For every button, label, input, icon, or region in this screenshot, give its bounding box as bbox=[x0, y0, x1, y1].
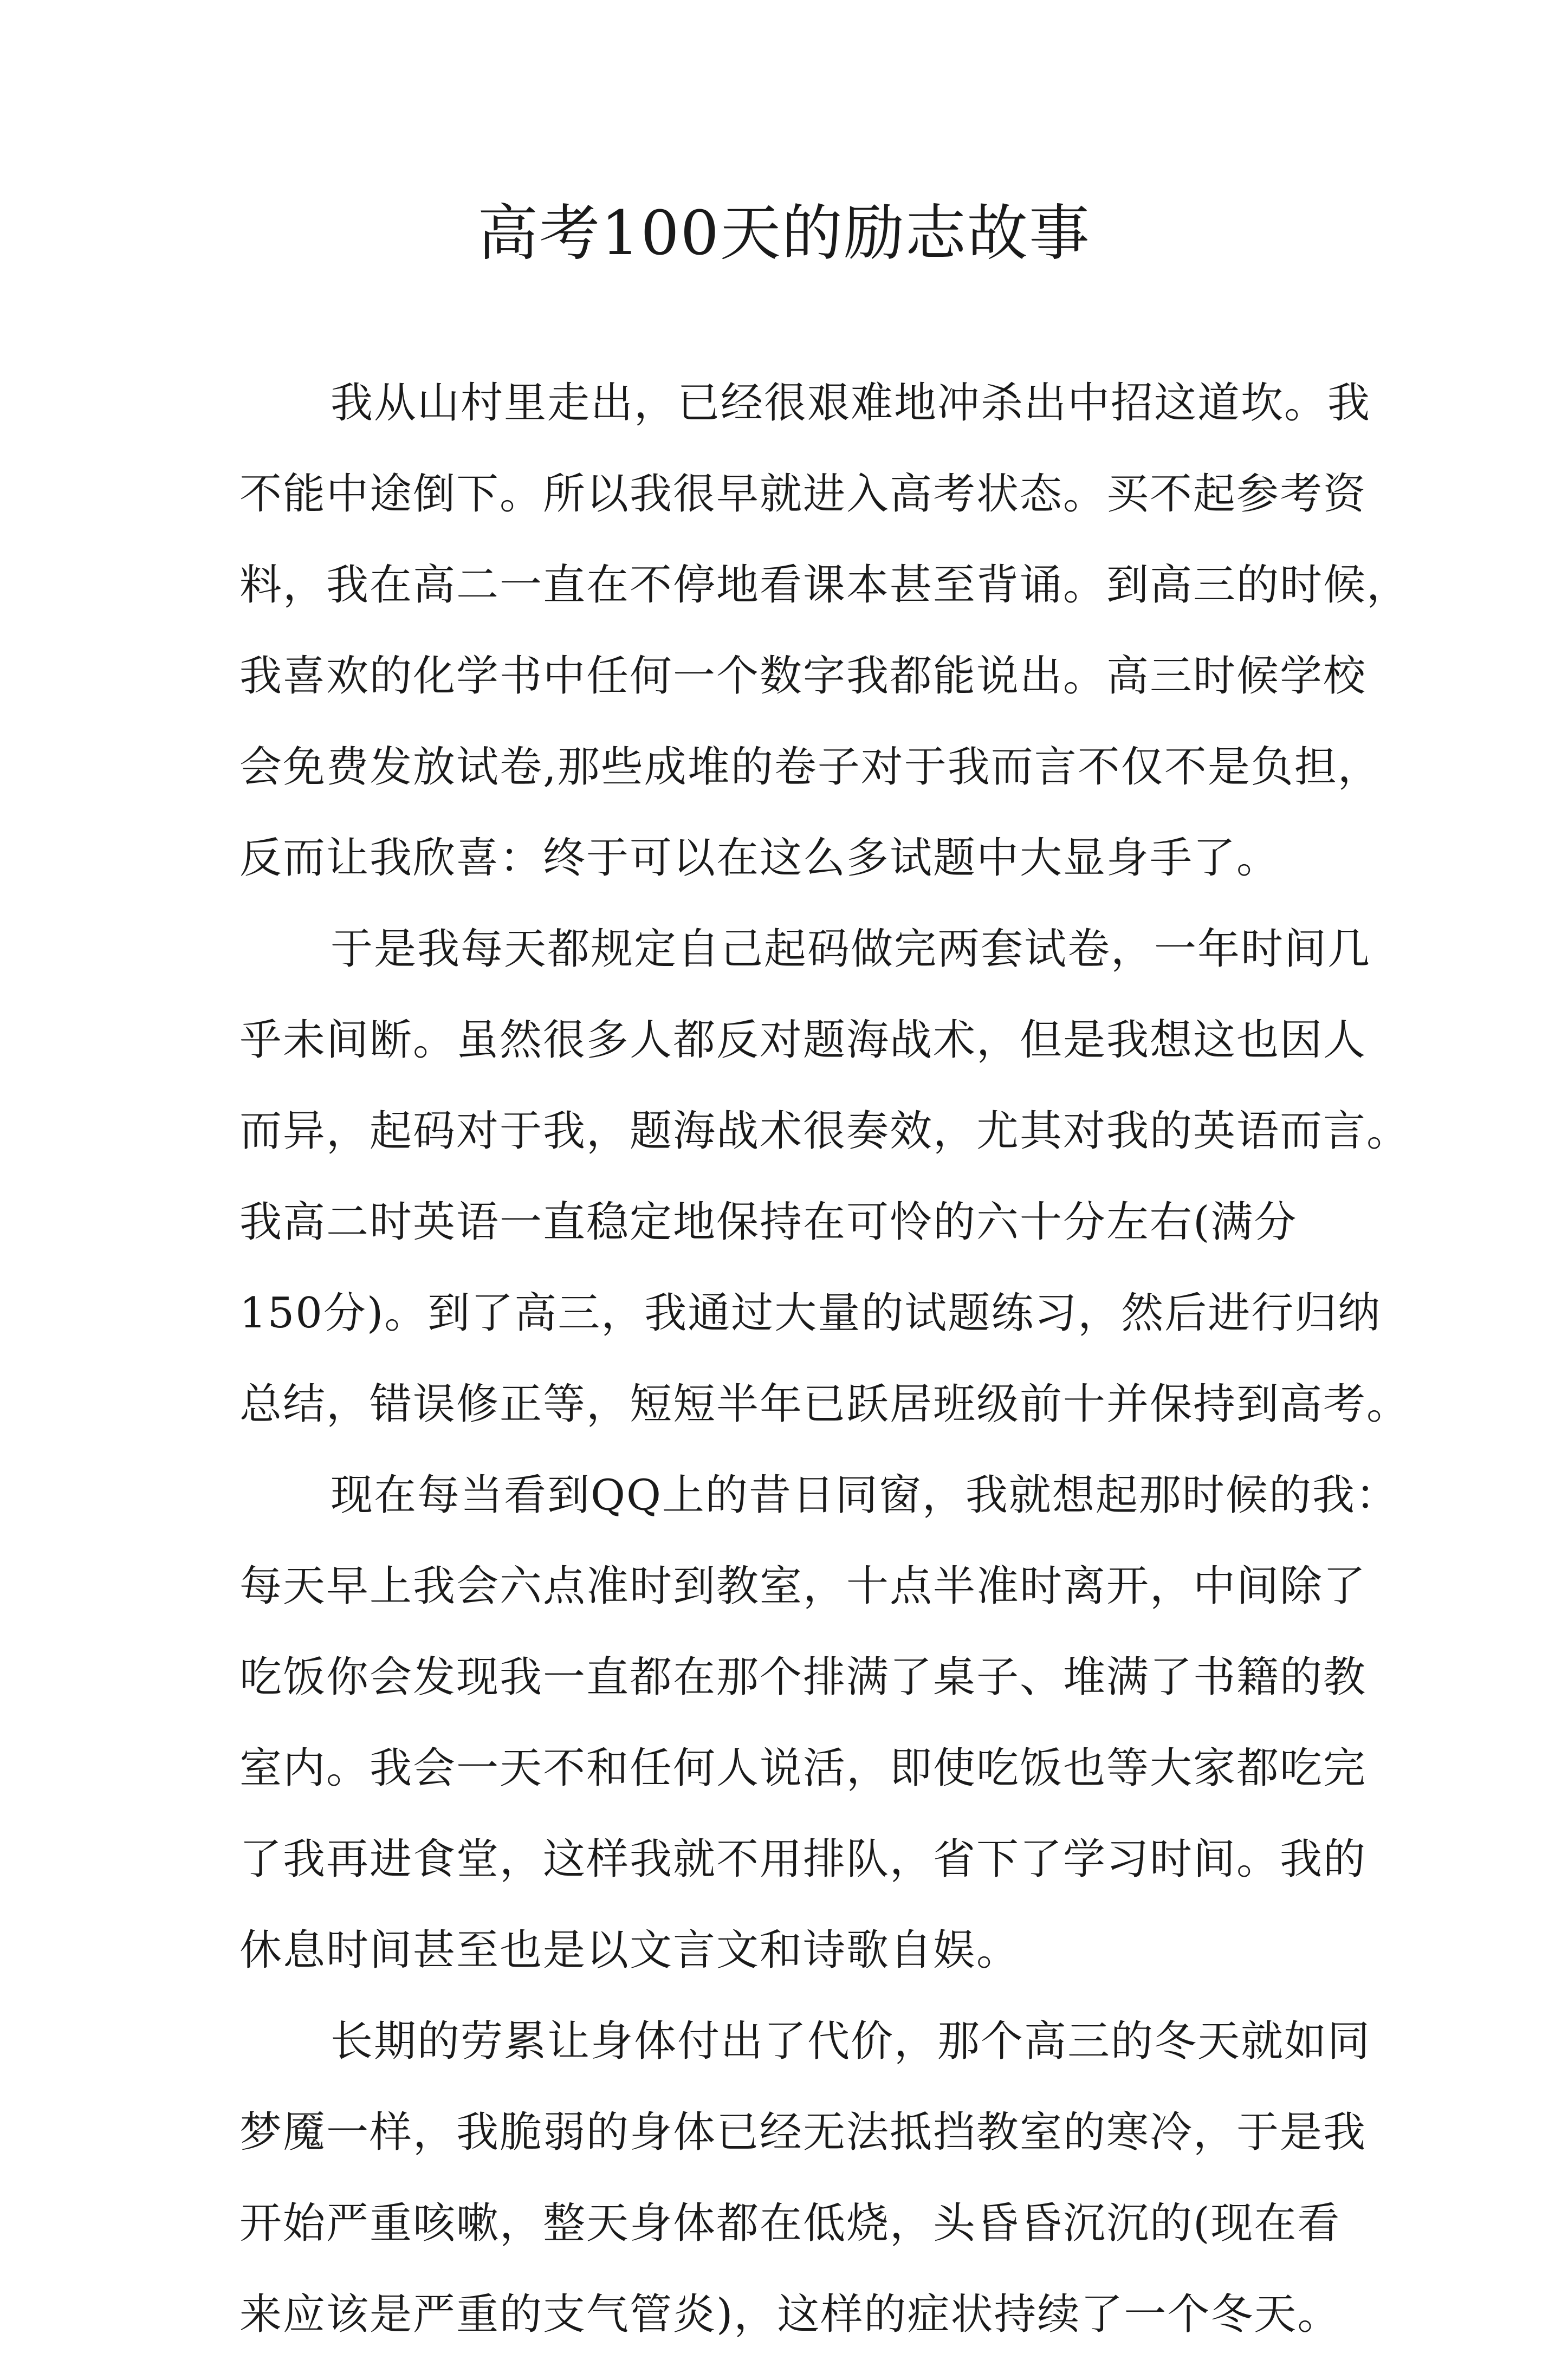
text-line: 长期的劳累让身体付出了代价，那个高三的冬天就如同 bbox=[331, 2017, 1371, 2066]
paragraph bbox=[239, 358, 1410, 904]
text-line: 开始严重咳嗽，整天身体都在低烧，头昏昏沉沉的(现在看 bbox=[239, 2199, 1341, 2248]
text-line: 总结，错误修正等，短短半年已跃居班级前十并保持到高考。 bbox=[239, 1380, 1410, 1429]
text-line: 而异，起码对于我，题海战术很奏效，尤其对我的英语而言。 bbox=[239, 1107, 1410, 1156]
text-line: 休息时间甚至也是以文言文和诗歌自娱。 bbox=[239, 1926, 1020, 1975]
text-line: 室内。我会一天不和任何人说活，即使吃饭也等大家都吃完 bbox=[239, 1744, 1367, 1793]
paragraph bbox=[239, 1996, 1371, 2360]
text-line: 反而让我欣喜：终于可以在这么多试题中大显身手了。 bbox=[239, 834, 1280, 883]
text-line: 了我再进食堂，这样我就不用排队，省下了学习时间。我的 bbox=[239, 1835, 1367, 1884]
page-title: 高考100天的励志故事 bbox=[477, 198, 1091, 269]
text-line: 乎未间断。虽然很多人都反对题海战术，但是我想这也因人 bbox=[239, 1016, 1367, 1065]
text-line: 每天早上我会六点准时到教室，十点半准时离开，中间除了 bbox=[239, 1562, 1367, 1611]
text-line: 料，我在高二一直在不停地看课本甚至背诵。到高三的时候， bbox=[239, 561, 1410, 610]
paragraph bbox=[239, 1450, 1399, 1996]
paragraph bbox=[239, 904, 1410, 1450]
text-line: 150分)。到了高三，我通过大量的试题练习，然后进行归纳 bbox=[239, 1289, 1382, 1338]
text-line: 梦魇一样，我脆弱的身体已经无法抵挡教室的寒冷，于是我 bbox=[239, 2108, 1367, 2157]
text-line: 我喜欢的化学书中任何一个数字我都能说出。高三时候学校 bbox=[239, 652, 1367, 701]
text-line: 来应该是严重的支气管炎)，这样的症状持续了一个冬天。 bbox=[239, 2290, 1341, 2339]
text-line: 我从山村里走出，已经很艰难地冲杀出中招这道坎。我 bbox=[331, 379, 1371, 427]
text-line: 现在每当看到QQ上的昔日同窗，我就想起那时候的我： bbox=[331, 1471, 1399, 1520]
text-line: 吃饭你会发现我一直都在那个排满了桌子、堆满了书籍的教 bbox=[239, 1653, 1367, 1702]
article-body bbox=[239, 358, 1410, 2360]
text-line: 我高二时英语一直稳定地保持在可怜的六十分左右(满分 bbox=[239, 1198, 1298, 1247]
text-line: 会免费发放试卷,那些成堆的卷子对于我而言不仅不是负担， bbox=[239, 743, 1381, 792]
text-line: 不能中途倒下。所以我很早就进入高考状态。买不起参考资 bbox=[239, 470, 1367, 518]
text-line: 于是我每天都规定自己起码做完两套试卷，一年时间几 bbox=[331, 925, 1371, 974]
